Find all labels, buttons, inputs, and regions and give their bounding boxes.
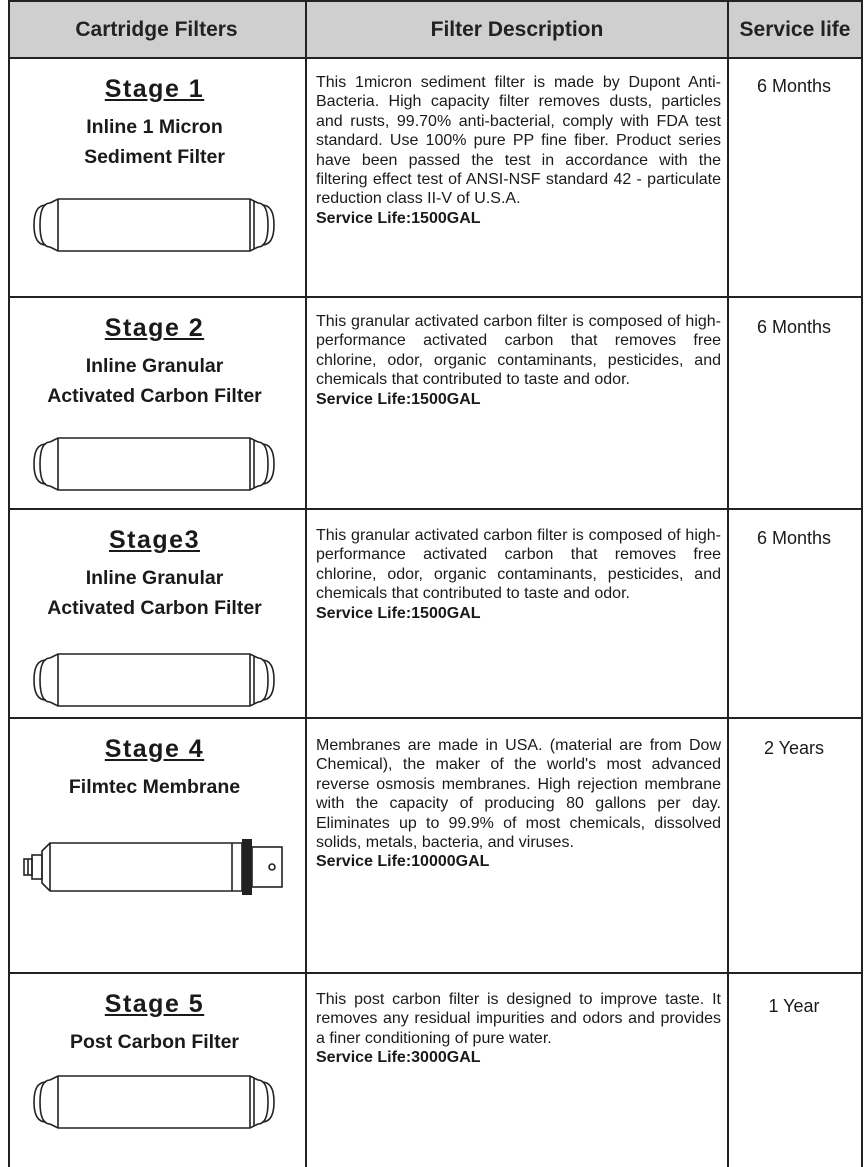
stage-title: Stage 4	[104, 735, 205, 763]
filter-description	[316, 990, 721, 1068]
cartridge-cell	[10, 974, 299, 1057]
description-text: This 1micron sediment filter is made by Dupont Anti-Bacteria. High capacity filter removes dusts, particles and rusts, 99.70% anti-bacterial, comply with FDA test standard. Use 100% pure PP fine fiber. Product series have been passed the test in accordance with the filtering effect test of ANSI-NSF standard 42 - particulate reduction class II-V of U.S.A.	[316, 74, 721, 208]
header-cartridge-filters: Cartridge Filters	[75, 18, 238, 41]
service-life-value: 2 Years	[763, 738, 825, 758]
service-life-capacity: Service Life:1500GAL	[316, 604, 481, 622]
table-row	[0, 974, 865, 1167]
description-text: Membranes are made in USA. (material are from Dow Chemical), the maker of the world's most advanced reverse osmosis membranes. High rejection membrane with the capacity of producing 80 gallons per day. Eliminates up to 99.9% of most chemicals, dissolved solids, metals, bacteria, and viruses.	[316, 737, 721, 852]
membrane-cartridge-icon	[20, 837, 288, 897]
header-service-life: Service life	[739, 18, 851, 41]
service-life-value: 6 Months	[756, 317, 832, 337]
filter-name-line1: Post Carbon Filter	[69, 1031, 240, 1053]
service-life-capacity: Service Life:3000GAL	[316, 1049, 481, 1067]
filter-name-line1: Filmtec Membrane	[68, 776, 241, 798]
filter-name-line1: Inline 1 Micron	[86, 116, 223, 138]
description-text: This post carbon filter is designed to improve taste. It removes any residual impurities and odors and provides a finer conditioning of pure water.	[316, 991, 721, 1047]
service-life-value: 1 Year	[768, 996, 820, 1016]
inline-filter-cartridge-icon	[32, 1072, 276, 1132]
header-filter-description: Filter Description	[430, 18, 604, 41]
service-life-value: 6 Months	[756, 528, 832, 548]
table-border-top	[8, 0, 863, 2]
service-life-capacity: Service Life:10000GAL	[316, 853, 490, 871]
filter-description	[316, 736, 721, 872]
service-life-value: 6 Months	[756, 76, 832, 96]
service-life-capacity: Service Life:1500GAL	[316, 209, 481, 227]
table-row	[0, 59, 865, 296]
cartridge-cell	[10, 510, 299, 623]
cartridge-cell	[10, 59, 299, 172]
service-life-capacity: Service Life:1500GAL	[316, 390, 481, 408]
inline-filter-cartridge-icon	[32, 434, 276, 494]
filter-name-line2: Sediment Filter	[84, 146, 225, 168]
filter-description	[316, 526, 721, 623]
cartridge-cell	[10, 298, 299, 411]
table-row	[0, 510, 865, 717]
stage-title: Stage 2	[104, 314, 205, 342]
filter-name-line2: Activated Carbon Filter	[47, 385, 262, 407]
inline-filter-cartridge-icon	[32, 195, 276, 255]
description-text: This granular activated carbon filter is composed of high-performance activated carbon that removes free chlorine, odor, organic contaminants, pesticides, and chemicals that contributed to taste and odor.	[316, 313, 721, 389]
cartridge-cell	[10, 719, 299, 802]
stage-title: Stage 5	[104, 990, 205, 1018]
table-row	[0, 298, 865, 508]
filter-name-line1: Inline Granular	[85, 567, 224, 589]
filter-name-line1: Inline Granular	[85, 355, 224, 377]
filter-name-line2: Activated Carbon Filter	[47, 597, 262, 619]
stage-title: Stage3	[109, 526, 200, 554]
filter-description	[316, 73, 721, 228]
inline-filter-cartridge-icon	[32, 650, 276, 710]
description-text: This granular activated carbon filter is composed of high-performance activated carbon that removes free chlorine, odor, organic contaminants, pesticides, and chemicals that contributed to taste and odor.	[316, 527, 721, 603]
filter-description	[316, 312, 721, 409]
table-row	[0, 719, 865, 972]
stage-title: Stage 1	[104, 75, 205, 103]
